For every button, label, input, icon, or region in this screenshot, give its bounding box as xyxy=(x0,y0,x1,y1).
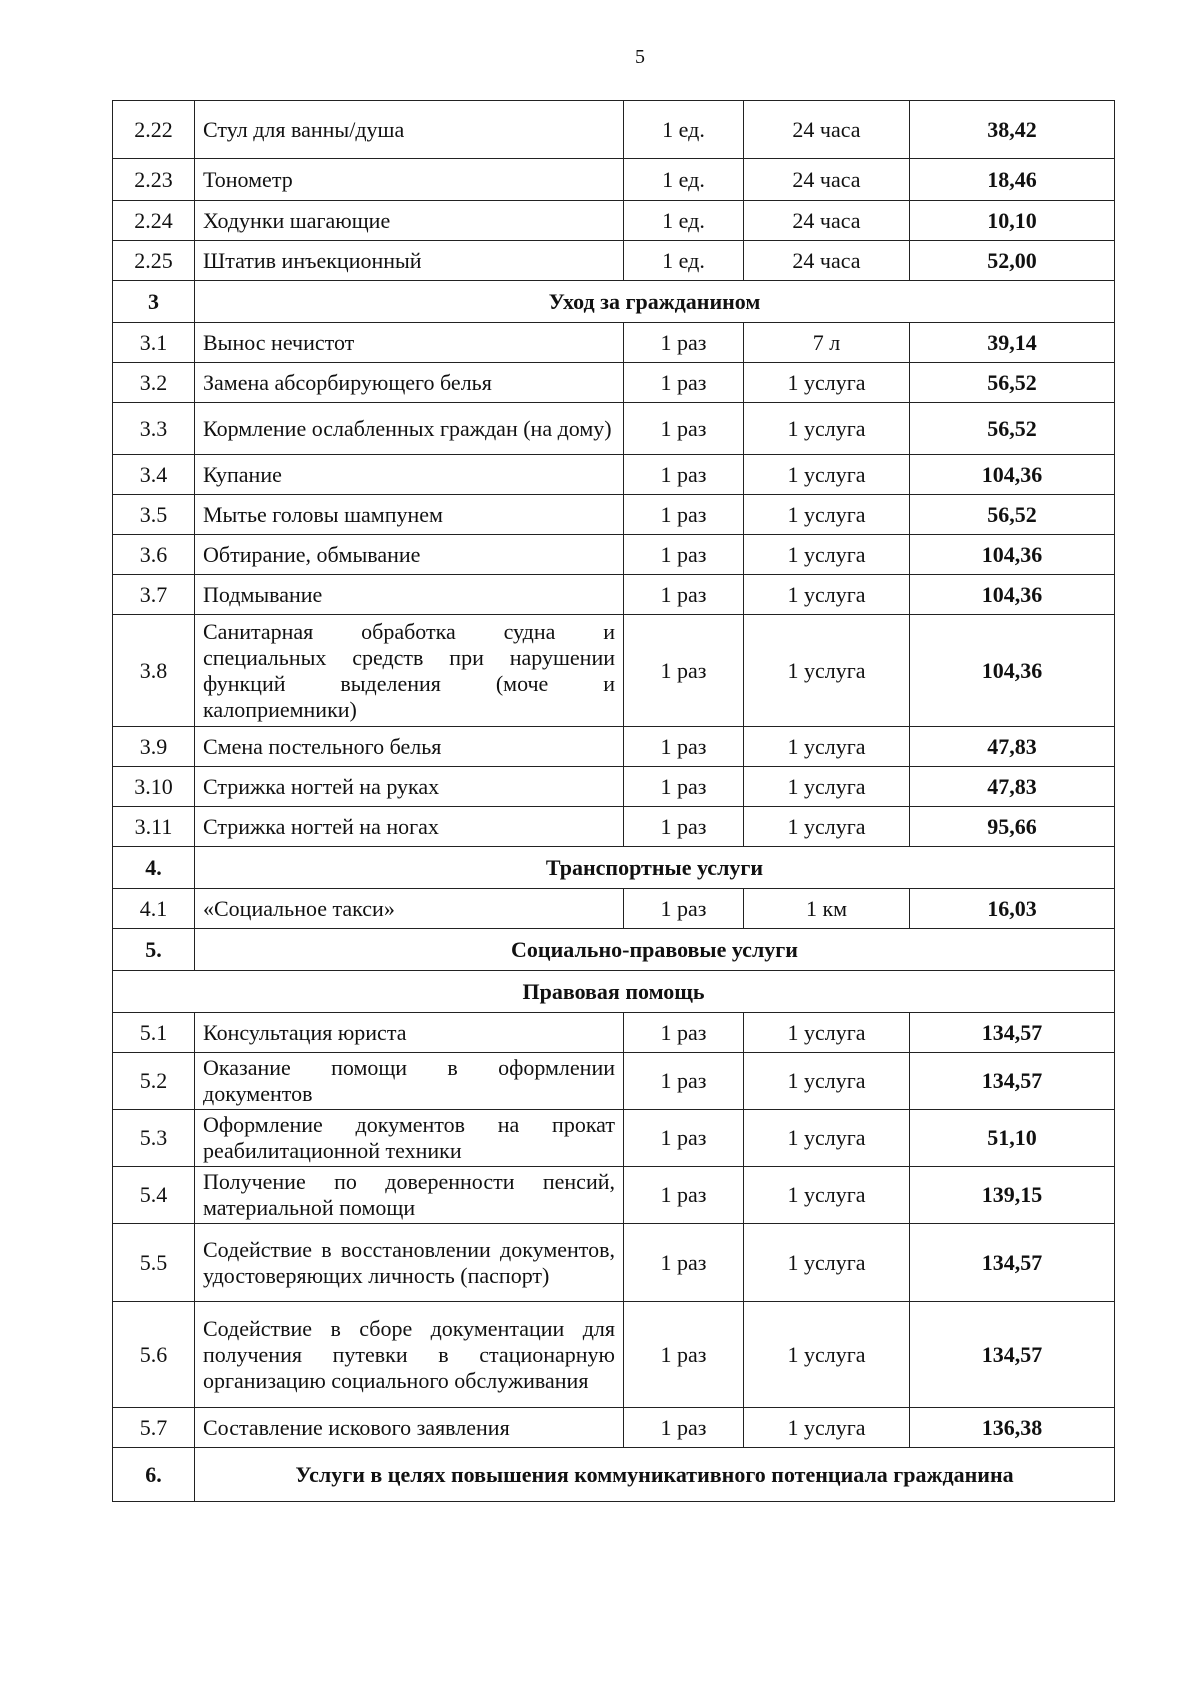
service-name: Составление искового заявления xyxy=(195,1408,624,1448)
table-row xyxy=(113,615,1115,727)
table-row xyxy=(113,455,1115,495)
unit-of-service: 1 раз xyxy=(624,1110,744,1167)
service-volume: 1 услуга xyxy=(744,535,910,575)
section-title: Услуги в целях повышения коммуникативного потенциала гражданина xyxy=(195,1448,1115,1502)
unit-of-service: 1 раз xyxy=(624,575,744,615)
table-row xyxy=(113,1167,1115,1224)
service-price: 10,10 xyxy=(910,201,1115,241)
row-number: 3.7 xyxy=(113,575,195,615)
service-name: «Социальное такси» xyxy=(195,889,624,929)
service-price: 104,36 xyxy=(910,455,1115,495)
service-price: 52,00 xyxy=(910,241,1115,281)
table-row xyxy=(113,363,1115,403)
row-number: 5.1 xyxy=(113,1013,195,1053)
service-volume: 1 услуга xyxy=(744,727,910,767)
service-volume: 1 км xyxy=(744,889,910,929)
service-volume: 1 услуга xyxy=(744,495,910,535)
service-price: 136,38 xyxy=(910,1408,1115,1448)
service-name: Содействие в восстановлении документов, удостоверяющих личность (паспорт) xyxy=(195,1224,624,1302)
subsection-title: Правовая помощь xyxy=(113,971,1115,1013)
service-volume: 1 услуга xyxy=(744,455,910,495)
service-volume: 24 часа xyxy=(744,159,910,201)
service-price: 38,42 xyxy=(910,101,1115,159)
table-row xyxy=(113,201,1115,241)
row-number: 3.6 xyxy=(113,535,195,575)
unit-of-service: 1 раз xyxy=(624,889,744,929)
service-volume: 1 услуга xyxy=(744,403,910,455)
section-row xyxy=(113,281,1115,323)
service-volume: 1 услуга xyxy=(744,1224,910,1302)
unit-of-service: 1 раз xyxy=(624,1167,744,1224)
row-number: 3.9 xyxy=(113,727,195,767)
service-price: 39,14 xyxy=(910,323,1115,363)
service-volume: 1 услуга xyxy=(744,807,910,847)
service-volume: 7 л xyxy=(744,323,910,363)
table-row xyxy=(113,495,1115,535)
row-number: 3.3 xyxy=(113,403,195,455)
service-name: Консультация юриста xyxy=(195,1013,624,1053)
row-number: 5.4 xyxy=(113,1167,195,1224)
page-number: 5 xyxy=(635,46,645,68)
service-price: 47,83 xyxy=(910,727,1115,767)
service-name: Купание xyxy=(195,455,624,495)
service-volume: 1 услуга xyxy=(744,1053,910,1110)
service-name: Содействие в сборе документации для получения путевки в стационарную организацию социального обслуживания xyxy=(195,1302,624,1408)
table-row xyxy=(113,241,1115,281)
service-price: 139,15 xyxy=(910,1167,1115,1224)
service-price: 134,57 xyxy=(910,1224,1115,1302)
row-number: 5.5 xyxy=(113,1224,195,1302)
table-row xyxy=(113,1053,1115,1110)
service-name: Обтирание, обмывание xyxy=(195,535,624,575)
service-price: 56,52 xyxy=(910,363,1115,403)
service-volume: 1 услуга xyxy=(744,1408,910,1448)
service-price: 134,57 xyxy=(910,1302,1115,1408)
table-row xyxy=(113,323,1115,363)
row-number: 3.11 xyxy=(113,807,195,847)
unit-of-service: 1 раз xyxy=(624,1013,744,1053)
unit-of-service: 1 ед. xyxy=(624,241,744,281)
tariff-table xyxy=(112,100,1115,1502)
tariff-table-body xyxy=(113,101,1115,1502)
service-price: 104,36 xyxy=(910,615,1115,727)
row-number: 2.25 xyxy=(113,241,195,281)
row-number: 3.8 xyxy=(113,615,195,727)
service-volume: 24 часа xyxy=(744,201,910,241)
table-row xyxy=(113,575,1115,615)
service-name: Кормление ослабленных граждан (на дому) xyxy=(195,403,624,455)
table-row xyxy=(113,159,1115,201)
unit-of-service: 1 раз xyxy=(624,615,744,727)
unit-of-service: 1 раз xyxy=(624,495,744,535)
section-title: Транспортные услуги xyxy=(195,847,1115,889)
service-price: 104,36 xyxy=(910,575,1115,615)
unit-of-service: 1 раз xyxy=(624,807,744,847)
unit-of-service: 1 раз xyxy=(624,767,744,807)
row-number: 4.1 xyxy=(113,889,195,929)
row-number: 5.6 xyxy=(113,1302,195,1408)
service-price: 134,57 xyxy=(910,1053,1115,1110)
unit-of-service: 1 ед. xyxy=(624,159,744,201)
service-name: Вынос нечистот xyxy=(195,323,624,363)
unit-of-service: 1 раз xyxy=(624,363,744,403)
table-row xyxy=(113,889,1115,929)
service-volume: 1 услуга xyxy=(744,1302,910,1408)
table-row xyxy=(113,1013,1115,1053)
service-volume: 1 услуга xyxy=(744,575,910,615)
table-row xyxy=(113,1408,1115,1448)
row-number: 2.23 xyxy=(113,159,195,201)
table-row xyxy=(113,1224,1115,1302)
row-number: 2.22 xyxy=(113,101,195,159)
table-row xyxy=(113,101,1115,159)
service-name: Мытье головы шампунем xyxy=(195,495,624,535)
table-row xyxy=(113,767,1115,807)
service-name: Замена абсорбирующего белья xyxy=(195,363,624,403)
service-name: Смена постельного белья xyxy=(195,727,624,767)
unit-of-service: 1 ед. xyxy=(624,201,744,241)
unit-of-service: 1 раз xyxy=(624,535,744,575)
unit-of-service: 1 раз xyxy=(624,1053,744,1110)
row-number: 3.10 xyxy=(113,767,195,807)
section-row xyxy=(113,929,1115,971)
section-row xyxy=(113,847,1115,889)
service-volume: 1 услуга xyxy=(744,363,910,403)
service-name: Ходунки шагающие xyxy=(195,201,624,241)
section-number: 3 xyxy=(113,281,195,323)
service-name: Тонометр xyxy=(195,159,624,201)
service-name: Подмывание xyxy=(195,575,624,615)
row-number: 5.3 xyxy=(113,1110,195,1167)
row-number: 2.24 xyxy=(113,201,195,241)
service-volume: 1 услуга xyxy=(744,1110,910,1167)
service-price: 47,83 xyxy=(910,767,1115,807)
service-name: Оказание помощи в оформлении документов xyxy=(195,1053,624,1110)
service-name: Санитарная обработка судна и специальных средств при нарушении функций выделения (моче и калоприемники) xyxy=(195,615,624,727)
table-row xyxy=(113,403,1115,455)
table-row xyxy=(113,1110,1115,1167)
service-price: 56,52 xyxy=(910,495,1115,535)
service-price: 95,66 xyxy=(910,807,1115,847)
section-title: Социально-правовые услуги xyxy=(195,929,1115,971)
unit-of-service: 1 раз xyxy=(624,1408,744,1448)
unit-of-service: 1 ед. xyxy=(624,101,744,159)
row-number: 5.2 xyxy=(113,1053,195,1110)
service-price: 16,03 xyxy=(910,889,1115,929)
service-volume: 1 услуга xyxy=(744,1013,910,1053)
service-name: Получение по доверенности пенсий, материальной помощи xyxy=(195,1167,624,1224)
row-number: 3.4 xyxy=(113,455,195,495)
service-price: 104,36 xyxy=(910,535,1115,575)
section-number: 5. xyxy=(113,929,195,971)
table-row xyxy=(113,1302,1115,1408)
table-row xyxy=(113,727,1115,767)
service-volume: 24 часа xyxy=(744,241,910,281)
service-price: 56,52 xyxy=(910,403,1115,455)
section-row xyxy=(113,1448,1115,1502)
unit-of-service: 1 раз xyxy=(624,727,744,767)
subsection-row xyxy=(113,971,1115,1013)
unit-of-service: 1 раз xyxy=(624,323,744,363)
service-volume: 1 услуга xyxy=(744,1167,910,1224)
row-number: 5.7 xyxy=(113,1408,195,1448)
service-name: Стул для ванны/душа xyxy=(195,101,624,159)
service-price: 51,10 xyxy=(910,1110,1115,1167)
table-row xyxy=(113,535,1115,575)
row-number: 3.1 xyxy=(113,323,195,363)
service-name: Стрижка ногтей на ногах xyxy=(195,807,624,847)
unit-of-service: 1 раз xyxy=(624,455,744,495)
service-volume: 24 часа xyxy=(744,101,910,159)
row-number: 3.2 xyxy=(113,363,195,403)
section-number: 4. xyxy=(113,847,195,889)
service-volume: 1 услуга xyxy=(744,615,910,727)
service-name: Оформление документов на прокат реабилитационной техники xyxy=(195,1110,624,1167)
service-name: Стрижка ногтей на руках xyxy=(195,767,624,807)
row-number: 3.5 xyxy=(113,495,195,535)
service-price: 134,57 xyxy=(910,1013,1115,1053)
section-title: Уход за гражданином xyxy=(195,281,1115,323)
unit-of-service: 1 раз xyxy=(624,1302,744,1408)
unit-of-service: 1 раз xyxy=(624,403,744,455)
table-row xyxy=(113,807,1115,847)
service-price: 18,46 xyxy=(910,159,1115,201)
service-volume: 1 услуга xyxy=(744,767,910,807)
section-number: 6. xyxy=(113,1448,195,1502)
service-name: Штатив инъекционный xyxy=(195,241,624,281)
unit-of-service: 1 раз xyxy=(624,1224,744,1302)
